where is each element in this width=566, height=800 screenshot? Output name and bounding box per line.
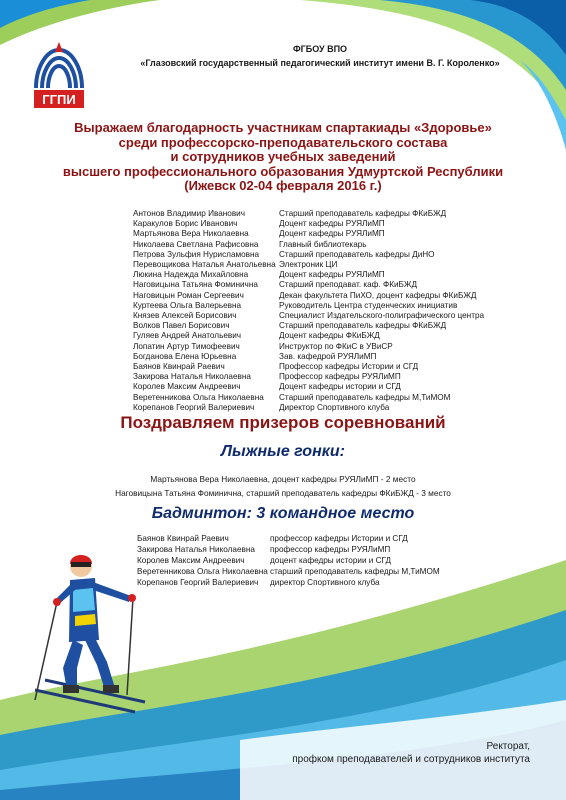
person-name: Королев Максим Андреевич <box>137 556 245 565</box>
person-name: Мартьянова Вера Николаевна <box>133 229 249 239</box>
person-name: Веретенникова Ольга Николаевна <box>137 567 268 576</box>
person-name: Закирова Наталья Николаевна <box>133 372 251 382</box>
title-line: Выражаем благодарность участникам спартакиады «Здоровье» <box>74 120 492 135</box>
footer-line: профком преподавателей и сотрудников института <box>292 754 530 765</box>
gratitude-title <box>40 121 526 194</box>
title-line: среди профессорско-преподавательского состава <box>118 134 448 150</box>
participant-row <box>133 260 533 270</box>
person-name: Королев Максим Андреевич <box>133 382 241 392</box>
participant-row <box>133 301 533 311</box>
participant-row <box>133 321 533 331</box>
person-position: профессор кафедры РУЯЛиМП <box>270 545 391 554</box>
person-position: старший преподаватель кафедры М,ТиМОМ <box>270 567 440 576</box>
person-name: Николаева Светлана Рафисовна <box>133 239 259 249</box>
person-position: Инструктор по ФКиС в УВиСР <box>279 341 393 351</box>
participant-row <box>133 362 533 372</box>
title-line: высшего профессионального образования Удмуртской Республики <box>62 163 504 179</box>
ski-winner: Мартьянова Вера Николаевна, доцент кафедры РУЯЛиМП - 2 место <box>150 474 416 484</box>
person-position: Электроник ЦИ <box>279 260 338 270</box>
person-name: Закирова Наталья Николаевна <box>137 545 255 554</box>
ski-winners <box>0 472 566 500</box>
person-name: Каракулов Борис Иванович <box>133 219 238 229</box>
participant-row <box>133 352 533 362</box>
person-name: Антонов Владимир Иванович <box>133 209 246 218</box>
person-name: Наговицын Роман Сергеевич <box>133 290 244 300</box>
person-position: Доцент кафедры РУЯЛиМП <box>279 229 385 239</box>
congrats-title: Поздравляем призеров соревнований <box>120 413 446 432</box>
skier-illustration <box>15 540 180 715</box>
person-name: Перевощикова Наталья Анатольевна <box>133 260 276 270</box>
person-name: Веретенникова Ольга Николаевна <box>133 392 264 402</box>
person-position: Главный библиотекарь <box>279 239 367 249</box>
person-name: Петрова Зульфия Нурисламовна <box>133 249 260 259</box>
org-short-name: ФГБОУ ВПО <box>292 44 348 54</box>
participant-row <box>133 372 533 382</box>
person-name: Баянов Квинрай Раевич <box>133 362 225 372</box>
participant-row <box>133 270 533 280</box>
person-name: Корепанов Георгий Валериевич <box>133 402 255 412</box>
title-line: (Ижевск 02-04 февраля 2016 г.) <box>184 178 382 193</box>
footer-signature <box>292 740 530 766</box>
org-full-name: «Глазовский государственный педагогический институт имени В. Г. Короленко» <box>140 58 500 68</box>
person-position: Доцент кафедры истории и СГД <box>279 382 401 392</box>
participant-row <box>133 229 533 239</box>
participant-row <box>133 403 533 413</box>
person-position: доцент кафедры истории и СГД <box>270 556 391 565</box>
institute-header <box>100 42 540 70</box>
person-position: Профессор кафедры РУЯЛиМП <box>279 372 401 382</box>
person-position: Профессор кафедры Истории и СГД <box>279 362 419 372</box>
person-name: Корепанов Георгий Валериевич <box>137 578 259 587</box>
person-position: Старший преподаватель кафедры ФКиБЖД <box>279 321 447 331</box>
person-position: профессор кафедры Истории и СГД <box>270 534 408 543</box>
person-position: Доцент кафедры ФКиБЖД <box>279 331 380 341</box>
person-name: Наговицына Татьяна Фоминична <box>133 280 258 290</box>
person-position: Директор Спортивного клуба <box>279 402 390 412</box>
participant-row <box>133 291 533 301</box>
ski-winner: Наговицына Татьяна Фоминична, старший преподаватель кафедры ФКиБЖД - 3 место <box>115 488 451 498</box>
participants-list <box>133 209 533 413</box>
footer-line: Ректорат, <box>486 741 530 752</box>
person-name: Люкина Надежда Михайловна <box>133 270 249 280</box>
participant-row <box>133 382 533 392</box>
title-line: и сотрудников учебных заведений <box>170 149 396 164</box>
participant-row <box>133 331 533 341</box>
person-position: Старший преподаватель кафедры М,ТиМОМ <box>279 392 451 402</box>
person-name: Богданова Елена Юрьевна <box>133 351 237 361</box>
person-name: Волков Павел Борисович <box>133 321 230 331</box>
person-position: директор Спортивного клуба <box>270 578 380 587</box>
participant-row <box>133 393 533 403</box>
participant-row <box>133 342 533 352</box>
badminton-heading: Бадминтон: 3 командное место <box>151 505 415 522</box>
participant-row <box>133 311 533 321</box>
logo-text: ГГПИ <box>42 92 76 107</box>
person-name: Гуляев Андрей Анатольевич <box>133 331 242 341</box>
person-name: Баянов Квинрай Раевич <box>137 534 229 543</box>
participant-row <box>133 219 533 229</box>
person-position: Доцент кафедры РУЯЛиМП <box>279 270 385 280</box>
participant-row <box>133 209 533 219</box>
badminton-row <box>137 555 537 566</box>
participant-row <box>133 280 533 290</box>
badminton-row <box>137 544 537 555</box>
participant-row <box>133 250 533 260</box>
person-position: Зав. кафедрой РУЯЛиМП <box>279 351 377 361</box>
ski-heading: Лыжные гонки: <box>221 443 345 460</box>
person-position: Декан факультета ПиХО, доцент кафедры ФКиБЖД <box>279 290 477 300</box>
person-name: Князев Алексей Борисович <box>133 311 237 321</box>
person-position: Специалист Издательского-полиграфического центра <box>279 311 485 321</box>
person-name: Куртеева Ольга Валерьевна <box>133 300 242 310</box>
institute-logo <box>30 40 88 110</box>
badminton-row <box>137 566 537 577</box>
badminton-row <box>137 533 537 544</box>
person-position: Старший преподаватель кафедры ДиНО <box>279 249 435 259</box>
person-position: Руководитель Центра студенческих инициатив <box>279 300 458 310</box>
person-position: Старший преподават. каф. ФКиБЖД <box>279 280 418 290</box>
badminton-team-list <box>137 533 537 588</box>
badminton-row <box>137 577 537 588</box>
person-position: Старший преподаватель кафедры ФКиБЖД <box>279 209 447 218</box>
person-position: Доцент кафедры РУЯЛиМП <box>279 219 385 229</box>
person-name: Лопатин Артур Тимофеевич <box>133 341 240 351</box>
participant-row <box>133 240 533 250</box>
